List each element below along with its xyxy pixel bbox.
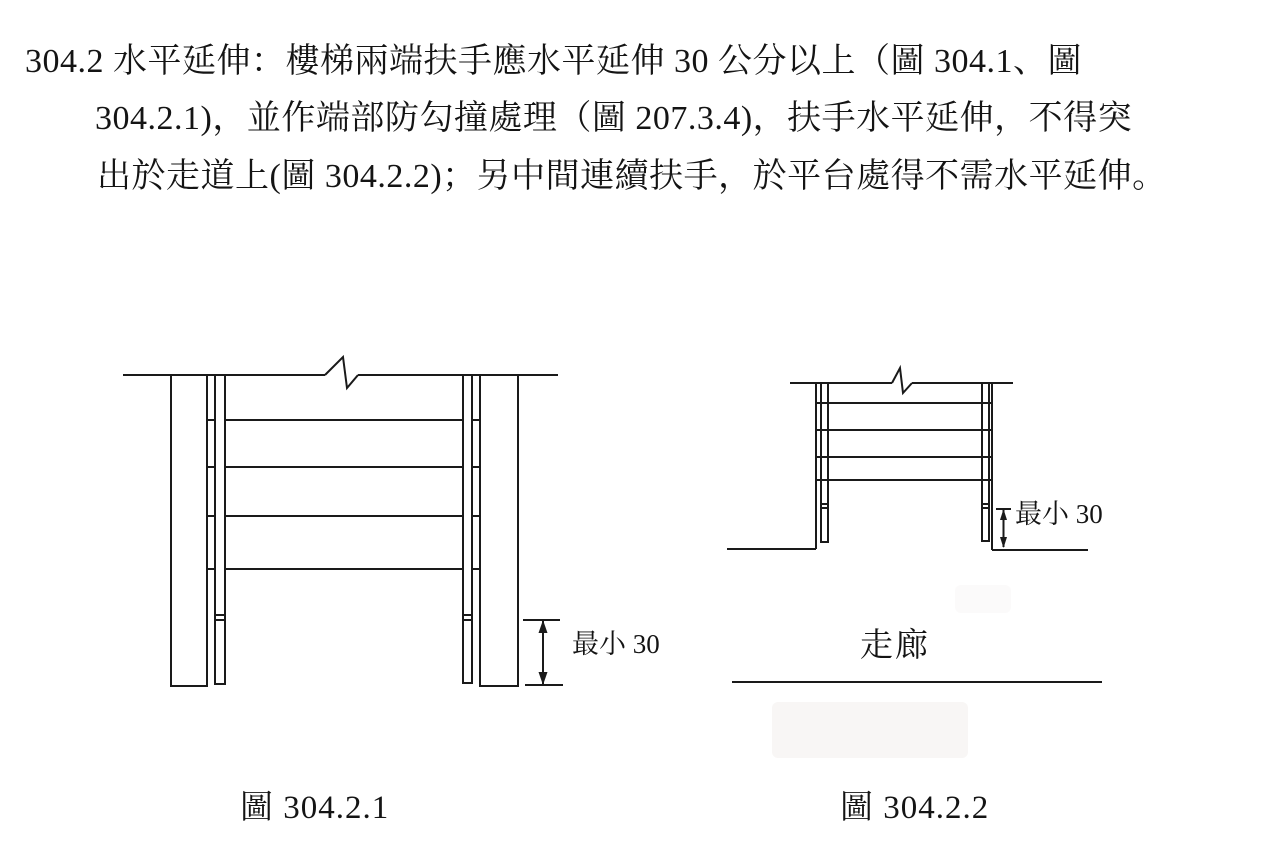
tread-lines (225, 420, 463, 569)
paragraph-line-1: 304.2 水平延伸：樓梯兩端扶手應水平延伸 30 公分以上（圖 304.1、圖 (25, 43, 1082, 80)
right-handrail (463, 375, 472, 683)
corridor-label: 走廊 (860, 628, 930, 664)
figure1-caption: 圖 304.2.1 (240, 790, 390, 826)
right-handrail (982, 383, 989, 541)
dimension-label: 最小 30 (1015, 499, 1103, 529)
break-symbol (892, 368, 912, 393)
right-wall (480, 375, 518, 686)
left-handrail (821, 383, 828, 542)
paragraph-line-2: 304.2.1)，並作端部防勾撞處理（圖 207.3.4)，扶手水平延伸，不得突 (95, 100, 1133, 137)
left-handrail (215, 375, 225, 684)
break-symbol (325, 357, 358, 388)
figure-304-2-1-drawing (110, 340, 660, 720)
tread-tick-marks (207, 420, 480, 569)
tread-lines (816, 403, 992, 480)
handrail-splice-ticks (821, 504, 989, 508)
handrail-splice-ticks (215, 615, 472, 620)
dimension-label: 最小 30 (572, 629, 660, 659)
scan-smudge (772, 702, 968, 758)
figure-304-2-2-drawing (715, 360, 1135, 700)
left-wall (171, 375, 207, 686)
paragraph-line-3: 出於走道上(圖 304.2.2)；另中間連續扶手，於平台處得不需水平延伸。 (97, 158, 1167, 195)
figure2-caption: 圖 304.2.2 (840, 790, 990, 826)
